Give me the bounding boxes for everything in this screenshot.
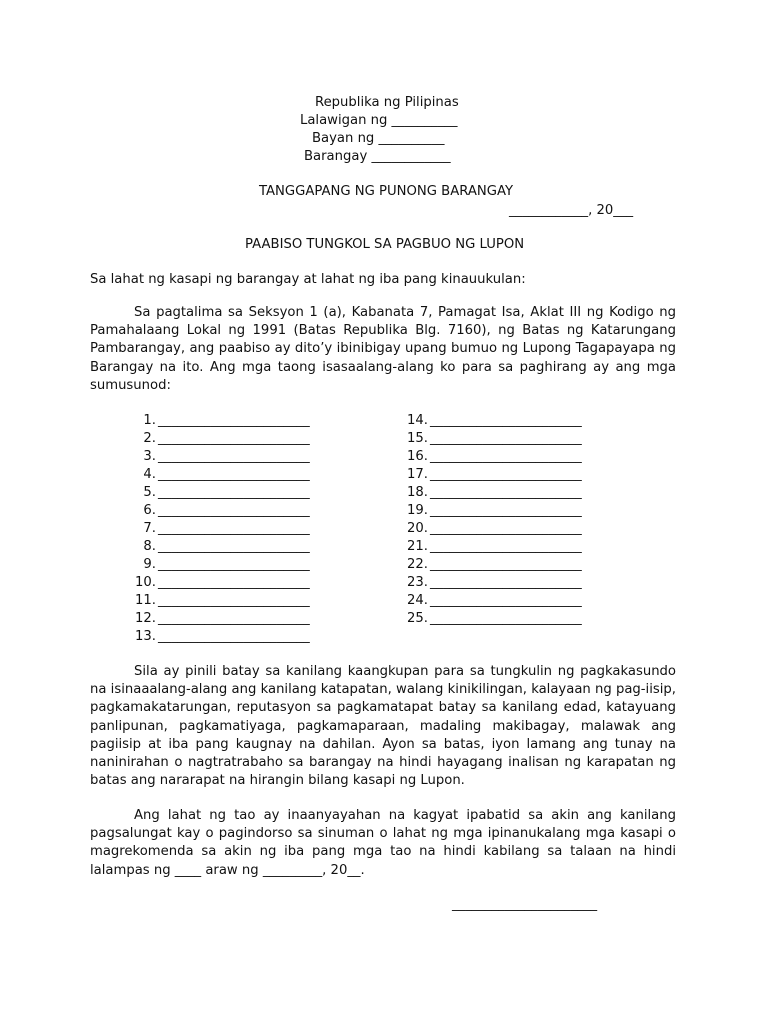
nominee-blank: _______________________ — [430, 575, 582, 590]
nominee-number: 17. — [407, 467, 428, 482]
nominee-number: 13. — [135, 629, 156, 644]
nominee-number: 5. — [143, 485, 156, 500]
nominee-blank: _______________________ — [158, 539, 310, 554]
nominee-blank: _______________________ — [158, 629, 310, 644]
nominee-number: 11. — [135, 593, 156, 608]
nominee-blank: _______________________ — [430, 593, 582, 608]
nominee-blank: _______________________ — [158, 467, 310, 482]
nominee-number: 20. — [407, 521, 428, 536]
nominee-number: 10. — [135, 575, 156, 590]
nominee-number: 14. — [407, 413, 428, 428]
nominee-number: 1. — [143, 413, 156, 428]
nominee-number: 6. — [143, 503, 156, 518]
nominee-number: 15. — [407, 431, 428, 446]
paragraph-invitation-text: Ang lahat ng tao ay inaanyayahan na kagyat ipabatid sa akin ang kanilang pagsalungat kay o pagindorso sa sinuman o lahat ng mga ipinanukalang mga kasapi o magrekomenda sa akin ng iba pang mga tao na hindi kabilang sa talaan na hindi lalampas ng ____ araw ng _________, 20__. — [90, 808, 676, 878]
signature-line: ______________________ — [452, 897, 598, 912]
paragraph-criteria-text: Sila ay pinili batay sa kanilang kaangkupan para sa tungkulin ng pagkakasundo na isinaaalang-alang ang kanilang katapatan, walang kinikilingan, kalayaan ng pag-iisip, pagkamakatarungan, reputasyon sa pagkamatapat batay sa kanilang edad, katayuang panlipunan, pagkamatiyaga, pagkamaparaan, madaling makibagay, malawak ang pagiisip at iba pang kaugnay na dahilan. Ayon sa batas, iyon lamang ang tunay na naninirahan o nagtratrabaho sa barangay na hindi hayagang inalisan ng karapatan ng batas ang nararapat na hirangin bilang kasapi ng Lupon. — [90, 664, 676, 789]
nominee-blank: _______________________ — [158, 449, 310, 464]
notice-title: PAABISO TUNGKOL SA PAGBUO NG LUPON — [245, 237, 525, 252]
nominee-blank: _______________________ — [158, 431, 310, 446]
nominee-blank: _______________________ — [430, 485, 582, 500]
header-province: Lalawigan ng __________ — [300, 113, 458, 128]
nominee-blank: _______________________ — [430, 557, 582, 572]
nominee-blank: _______________________ — [158, 485, 310, 500]
nominee-blank: _______________________ — [158, 593, 310, 608]
nominee-number: 24. — [407, 593, 428, 608]
nominee-blank: _______________________ — [430, 611, 582, 626]
paragraph-intro-text: Sa pagtalima sa Seksyon 1 (a), Kabanata 7, Pamagat Isa, Aklat III ng Kodigo ng Pamahalaang Lokal ng 1991 (Batas Republika Blg. 7160), ng Batas ng Katarungang Pambarangay, ang paabiso ay dito’y ibinibigay upang bumuo ng Lupong Tagapayapa ng Barangay na ito. Ang mga taong isasaalang-alang ko para sa paghirang ay ang mga sumusunod: — [90, 305, 676, 393]
nominee-blank: _______________________ — [158, 521, 310, 536]
nominee-number: 8. — [143, 539, 156, 554]
nominee-blank: _______________________ — [158, 611, 310, 626]
nominee-blank: _______________________ — [430, 521, 582, 536]
header-barangay: Barangay ____________ — [304, 149, 451, 164]
nominee-number: 16. — [407, 449, 428, 464]
nominee-blank: _______________________ — [430, 503, 582, 518]
header-town: Bayan ng __________ — [312, 131, 445, 146]
nominee-blank: _______________________ — [430, 431, 582, 446]
nominee-blank: _______________________ — [430, 539, 582, 554]
nominee-blank: _______________________ — [158, 503, 310, 518]
header-republic: Republika ng Pilipinas — [315, 95, 459, 110]
nominee-number: 21. — [407, 539, 428, 554]
salutation: Sa lahat ng kasapi ng barangay at lahat ng iba pang kinauukulan: — [90, 272, 526, 287]
nominee-number: 18. — [407, 485, 428, 500]
nominee-blank: _______________________ — [430, 413, 582, 428]
nominee-number: 7. — [143, 521, 156, 536]
nominee-number: 22. — [407, 557, 428, 572]
paragraph-intro — [90, 304, 676, 395]
nominee-blank: _______________________ — [430, 467, 582, 482]
nominee-blank: _______________________ — [430, 449, 582, 464]
nominee-number: 25. — [407, 611, 428, 626]
nominee-blank: _______________________ — [158, 575, 310, 590]
paragraph-criteria — [90, 663, 676, 790]
nominee-blank: _______________________ — [158, 557, 310, 572]
paragraph-invitation — [90, 807, 676, 880]
nominee-number: 3. — [143, 449, 156, 464]
nominee-number: 12. — [135, 611, 156, 626]
nominee-number: 9. — [143, 557, 156, 572]
nominee-number: 19. — [407, 503, 428, 518]
nominee-number: 2. — [143, 431, 156, 446]
nominee-blank: _______________________ — [158, 413, 310, 428]
date-line: ____________, 20___ — [509, 203, 634, 218]
office-title: TANGGAPANG NG PUNONG BARANGAY — [259, 184, 514, 199]
nominee-number: 4. — [143, 467, 156, 482]
nominee-number: 23. — [407, 575, 428, 590]
